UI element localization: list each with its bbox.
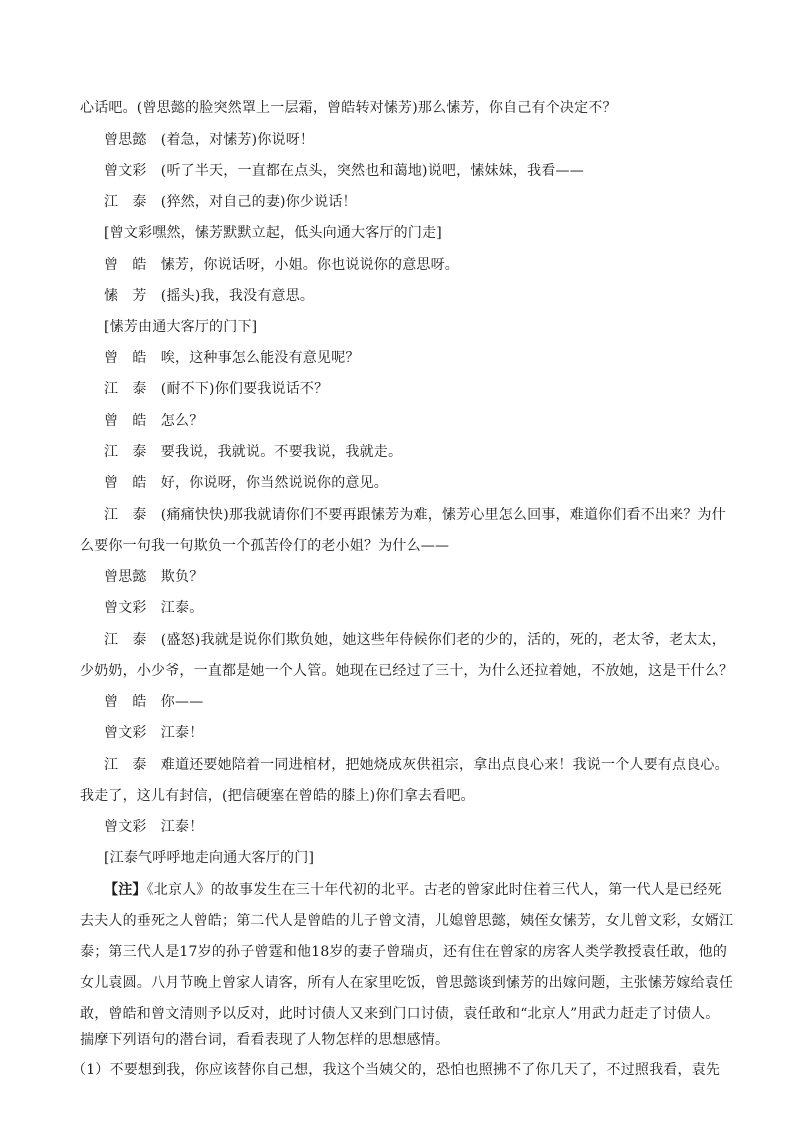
text-line: 江 泰 难道还要她陪着一同进棺材，把她烧成灰供祖宗，拿出点良心来！我说一个人要有点良心。	[104, 757, 729, 773]
text-line: 曾 皓 你——	[104, 694, 204, 710]
text-line: 少奶奶，小少爷，一直都是她一个人管。她现在已经过了三十，为什么还拉着她，不放她，这是干什么？	[80, 663, 734, 679]
text-line: 泰；第三代人是17岁的孙子曾霆和他18岁的妻子曾瑞贞，还有住在曾家的房客人类学教授袁任敢，他的	[80, 944, 728, 960]
text-line: [愫芳由通大客厅的门下]	[104, 319, 258, 335]
text-line: 《北京人》的故事发生在三十年代初的北平。古老的曾家此时住着三代人，第一代人是已经死	[146, 882, 722, 898]
text-line: 曾 皓 唉，这种事怎么能没有意见呢？	[104, 350, 360, 366]
text-line: 女儿袁圆。八月节晚上曾家人请客，所有人在家里吃饭，曾思懿谈到愫芳的出嫁问题，主张愫芳嫁给袁任	[80, 975, 734, 991]
text-line: 去夫人的垂死之人曾皓；第二代人是曾皓的儿子曾文清，儿媳曾思懿，姨侄女愫芳，女儿曾文彩，女婿江	[80, 913, 734, 929]
note-first-line	[104, 880, 722, 900]
text-line: 愫 芳 (摇头)我，我没有意思。	[104, 288, 315, 304]
text-line: 曾文彩 江泰！	[104, 819, 204, 835]
question-prompt: 揣摩下列语句的潜台词，看看表现了人物怎样的思想感情。	[80, 1032, 450, 1048]
text-line: 心话吧。(曾思懿的脸突然罩上一层霜，曾皓转对愫芳)那么愫芳，你自己有个决定不？	[80, 100, 617, 116]
text-line: 江 泰 (盛怒)我就是说你们欺负她，她这些年侍候你们老的少的，活的，死的，老太爷，老太太，	[104, 632, 726, 648]
text-line: 江 泰 要我说，我就说。不要我说，我就走。	[104, 444, 403, 460]
text-line: 曾文彩 (听了半天，一直都在点头，突然也和蔼地)说吧，愫妹妹，我看——	[104, 163, 584, 179]
text-line: 曾文彩 江泰！	[104, 725, 204, 741]
text-line: 曾 皓 怎么？	[104, 413, 204, 429]
text-line: 曾思懿 欺负？	[104, 569, 204, 585]
note-label: 【注】	[104, 882, 147, 898]
text-line: 我走了，这儿有封信，(把信硬塞在曾皓的膝上)你们拿去看吧。	[80, 788, 475, 804]
text-line: 敢，曾皓和曾文清则予以反对，此时讨债人又来到门口讨债，袁任敢和“北京人”用武力赶走了讨债人。	[80, 1006, 720, 1022]
text-line: 曾思懿 (着急，对愫芳)你说呀！	[104, 132, 315, 148]
question-item-1: （1）不要想到我，你应该替你自己想，我这个当姨父的，恐怕也照拂不了你几天了，不过照我看，袁先	[72, 1062, 721, 1078]
text-line: 江 泰 (猝然，对自己的妻)你少说话！	[104, 194, 357, 210]
text-line: 江 泰 (耐不下)你们要我说话不？	[104, 381, 329, 397]
text-line: 么要你一句我一句欺负一个孤苦伶仃的老小姐？为什么——	[80, 538, 450, 554]
text-line: [江泰气呼呼地走向通大客厅的门]	[104, 850, 315, 866]
text-line: 江 泰 (痛痛快快)那我就请你们不要再跟愫芳为难，愫芳心里怎么回事，难道你们看不出来？为什	[104, 507, 726, 523]
text-line: 曾 皓 好，你说呀，你当然说说你的意见。	[104, 475, 388, 491]
text-line: [曾文彩嘿然，愫芳默默立起，低头向通大客厅的门走]	[104, 225, 442, 241]
text-line: 曾文彩 江泰。	[104, 600, 204, 616]
text-line: 曾 皓 愫芳，你说话呀，小姐。你也说说你的意思呀。	[104, 257, 459, 273]
